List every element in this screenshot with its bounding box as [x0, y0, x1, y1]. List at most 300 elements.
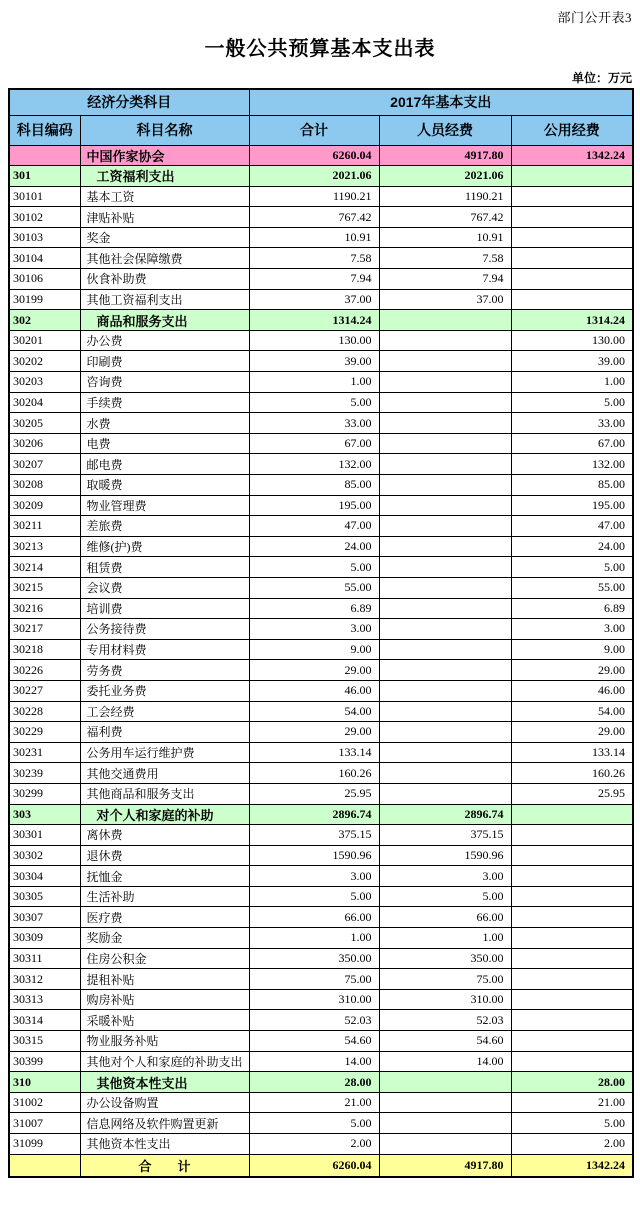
table-row-item: [9, 227, 633, 248]
cell-total: 130.00: [249, 330, 379, 351]
cell-public-funds: [511, 845, 633, 866]
cell-subject-code: 30313: [9, 989, 80, 1010]
cell-total: 54.00: [249, 701, 379, 722]
cell-total: 21.00: [249, 1092, 379, 1113]
cell-personnel-funds: [379, 536, 511, 557]
cell-personnel-funds: [379, 639, 511, 660]
cell-subject-code: 30214: [9, 557, 80, 578]
cell-subject-code: 30311: [9, 948, 80, 969]
cell-subject-name: 印刷费: [80, 351, 249, 372]
cell-personnel-funds: [379, 763, 511, 784]
cell-subject-code: 302: [9, 310, 80, 331]
cell-public-funds: 46.00: [511, 680, 633, 701]
cell-subject-code: 30299: [9, 783, 80, 804]
cell-personnel-funds: 350.00: [379, 948, 511, 969]
cell-subject-name: 对个人和家庭的补助: [80, 804, 249, 825]
cell-total: 5.00: [249, 886, 379, 907]
cell-total: 1314.24: [249, 310, 379, 331]
table-row-item: [9, 1010, 633, 1031]
cell-total: 1190.21: [249, 186, 379, 207]
cell-subject-code: 303: [9, 804, 80, 825]
cell-public-funds: 9.00: [511, 639, 633, 660]
table-row-section: [9, 310, 633, 331]
cell-personnel-funds: 37.00: [379, 289, 511, 310]
cell-subject-code: 30216: [9, 598, 80, 619]
cell-subject-code: 30229: [9, 722, 80, 743]
cell-subject-name: 其他工资福利支出: [80, 289, 249, 310]
cell-subject-code: 30314: [9, 1010, 80, 1031]
cell-subject-name: 奖金: [80, 227, 249, 248]
cell-public-funds: 24.00: [511, 536, 633, 557]
cell-total: 3.00: [249, 619, 379, 640]
cell-subject-name: 其他社会保障缴费: [80, 248, 249, 269]
cell-subject-code: 30218: [9, 639, 80, 660]
cell-public-funds: [511, 186, 633, 207]
cell-total: 160.26: [249, 763, 379, 784]
cell-public-funds: 2.00: [511, 1134, 633, 1155]
budget-table: [8, 88, 634, 1178]
cell-total: 6260.04: [249, 1154, 379, 1177]
cell-subject-code: 30399: [9, 1051, 80, 1072]
cell-personnel-funds: 4917.80: [379, 1154, 511, 1177]
cell-subject-name: 其他资本性支出: [80, 1134, 249, 1155]
cell-personnel-funds: [379, 475, 511, 496]
cell-subject-code: 31002: [9, 1092, 80, 1113]
cell-subject-code: 30103: [9, 227, 80, 248]
table-row-item: [9, 330, 633, 351]
cell-subject-code: [9, 1154, 80, 1177]
cell-public-funds: 67.00: [511, 433, 633, 454]
table-row-item: [9, 783, 633, 804]
cell-personnel-funds: [379, 1134, 511, 1155]
cell-public-funds: [511, 269, 633, 290]
table-row-item: [9, 639, 633, 660]
table-row-item: [9, 577, 633, 598]
cell-subject-name: 委托业务费: [80, 680, 249, 701]
cell-subject-code: 30307: [9, 907, 80, 928]
cell-subject-code: 30309: [9, 928, 80, 949]
cell-public-funds: 33.00: [511, 413, 633, 434]
table-row-item: [9, 989, 633, 1010]
cell-public-funds: 54.00: [511, 701, 633, 722]
col-header-subject-code: 科目编码: [9, 115, 80, 145]
cell-public-funds: 28.00: [511, 1072, 633, 1093]
table-row-item: [9, 680, 633, 701]
cell-personnel-funds: [379, 577, 511, 598]
table-row-item: [9, 763, 633, 784]
table-row-item: [9, 289, 633, 310]
cell-public-funds: 29.00: [511, 722, 633, 743]
cell-public-funds: 85.00: [511, 475, 633, 496]
cell-total: 52.03: [249, 1010, 379, 1031]
cell-subject-code: 30202: [9, 351, 80, 372]
table-row-item: [9, 660, 633, 681]
cell-personnel-funds: 10.91: [379, 227, 511, 248]
cell-subject-code: 30209: [9, 495, 80, 516]
cell-public-funds: 25.95: [511, 783, 633, 804]
cell-personnel-funds: [379, 433, 511, 454]
cell-total: 5.00: [249, 392, 379, 413]
cell-subject-code: 30305: [9, 886, 80, 907]
cell-personnel-funds: [379, 392, 511, 413]
cell-total: 54.60: [249, 1031, 379, 1052]
table-row-item: [9, 825, 633, 846]
cell-total: 310.00: [249, 989, 379, 1010]
cell-subject-name: 物业服务补贴: [80, 1031, 249, 1052]
cell-personnel-funds: [379, 619, 511, 640]
table-row-item: [9, 701, 633, 722]
cell-personnel-funds: [379, 783, 511, 804]
cell-subject-code: 30215: [9, 577, 80, 598]
cell-public-funds: 5.00: [511, 392, 633, 413]
table-row-item: [9, 536, 633, 557]
cell-public-funds: [511, 289, 633, 310]
cell-subject-code: 30106: [9, 269, 80, 290]
cell-subject-name: 公务接待费: [80, 619, 249, 640]
cell-public-funds: 1342.24: [511, 145, 633, 166]
cell-subject-name: 物业管理费: [80, 495, 249, 516]
cell-subject-code: 30205: [9, 413, 80, 434]
cell-subject-name: 生活补助: [80, 886, 249, 907]
cell-personnel-funds: [379, 557, 511, 578]
cell-total: 2896.74: [249, 804, 379, 825]
table-row-item: [9, 886, 633, 907]
cell-public-funds: [511, 1010, 633, 1031]
cell-personnel-funds: 2896.74: [379, 804, 511, 825]
table-row-org: [9, 145, 633, 166]
cell-subject-name: 福利费: [80, 722, 249, 743]
cell-subject-code: 30239: [9, 763, 80, 784]
cell-personnel-funds: [379, 742, 511, 763]
cell-subject-name: 取暖费: [80, 475, 249, 496]
cell-personnel-funds: 14.00: [379, 1051, 511, 1072]
cell-public-funds: 29.00: [511, 660, 633, 681]
cell-personnel-funds: 7.94: [379, 269, 511, 290]
cell-public-funds: [511, 1051, 633, 1072]
cell-total: 37.00: [249, 289, 379, 310]
cell-subject-name: 差旅费: [80, 516, 249, 537]
page-title: 一般公共预算基本支出表: [204, 38, 436, 60]
cell-total: 3.00: [249, 866, 379, 887]
cell-subject-name: 其他交通费用: [80, 763, 249, 784]
cell-public-funds: [511, 804, 633, 825]
cell-total: 375.15: [249, 825, 379, 846]
table-row-item: [9, 372, 633, 393]
cell-subject-name: 采暖补贴: [80, 1010, 249, 1031]
cell-subject-code: 30206: [9, 433, 80, 454]
cell-subject-code: 30312: [9, 969, 80, 990]
cell-personnel-funds: 767.42: [379, 207, 511, 228]
table-row-item: [9, 907, 633, 928]
cell-public-funds: [511, 166, 633, 187]
col-header-personnel-funds: 人员经费: [379, 115, 511, 145]
table-row-item: [9, 413, 633, 434]
cell-public-funds: 132.00: [511, 454, 633, 475]
table-row-section: [9, 166, 633, 187]
table-row-item: [9, 557, 633, 578]
cell-total: 350.00: [249, 948, 379, 969]
cell-personnel-funds: [379, 1072, 511, 1093]
cell-subject-code: 30204: [9, 392, 80, 413]
cell-public-funds: [511, 248, 633, 269]
cell-subject-name: 咨询费: [80, 372, 249, 393]
cell-subject-name: 其他对个人和家庭的补助支出: [80, 1051, 249, 1072]
cell-personnel-funds: [379, 495, 511, 516]
cell-subject-name: 抚恤金: [80, 866, 249, 887]
cell-subject-code: 30208: [9, 475, 80, 496]
cell-subject-name: 电费: [80, 433, 249, 454]
cell-total: 46.00: [249, 680, 379, 701]
cell-subject-name: 专用材料费: [80, 639, 249, 660]
table-row-item: [9, 495, 633, 516]
cell-public-funds: [511, 969, 633, 990]
cell-subject-name: 水费: [80, 413, 249, 434]
table-row-item: [9, 392, 633, 413]
cell-subject-name: 手续费: [80, 392, 249, 413]
cell-personnel-funds: 52.03: [379, 1010, 511, 1031]
cell-personnel-funds: 1190.21: [379, 186, 511, 207]
cell-subject-code: 30102: [9, 207, 80, 228]
cell-public-funds: 195.00: [511, 495, 633, 516]
cell-subject-name: 离休费: [80, 825, 249, 846]
cell-total: 6260.04: [249, 145, 379, 166]
cell-personnel-funds: [379, 701, 511, 722]
table-row-section: [9, 804, 633, 825]
cell-subject-code: 310: [9, 1072, 80, 1093]
cell-public-funds: [511, 886, 633, 907]
table-row-section: [9, 1072, 633, 1093]
cell-public-funds: 21.00: [511, 1092, 633, 1113]
table-row-item: [9, 207, 633, 228]
table-row-item: [9, 186, 633, 207]
table-row-item: [9, 969, 633, 990]
table-row-item: [9, 1051, 633, 1072]
cell-public-funds: 6.89: [511, 598, 633, 619]
cell-total: 1590.96: [249, 845, 379, 866]
table-row-item: [9, 742, 633, 763]
cell-total: 6.89: [249, 598, 379, 619]
table-row-item: [9, 351, 633, 372]
unit-note: 单位：万元: [571, 71, 632, 85]
cell-personnel-funds: [379, 1092, 511, 1113]
cell-total: 2.00: [249, 1134, 379, 1155]
cell-subject-code: 30101: [9, 186, 80, 207]
cell-personnel-funds: [379, 351, 511, 372]
cell-total: 28.00: [249, 1072, 379, 1093]
col-header-public-funds: 公用经费: [511, 115, 633, 145]
cell-subject-code: 30304: [9, 866, 80, 887]
cell-personnel-funds: 1.00: [379, 928, 511, 949]
cell-subject-name: 劳务费: [80, 660, 249, 681]
cell-personnel-funds: [379, 1113, 511, 1134]
cell-subject-code: 30301: [9, 825, 80, 846]
table-row-item: [9, 1092, 633, 1113]
cell-personnel-funds: 4917.80: [379, 145, 511, 166]
table-row-item: [9, 948, 633, 969]
cell-subject-code: 31007: [9, 1113, 80, 1134]
table-row-item: [9, 866, 633, 887]
cell-subject-name: 公务用车运行维护费: [80, 742, 249, 763]
cell-public-funds: [511, 866, 633, 887]
cell-subject-name: 工资福利支出: [80, 166, 249, 187]
cell-total: 767.42: [249, 207, 379, 228]
cell-subject-code: 30302: [9, 845, 80, 866]
cell-total: 75.00: [249, 969, 379, 990]
cell-total: 47.00: [249, 516, 379, 537]
cell-subject-name: 伙食补助费: [80, 269, 249, 290]
table-row-item: [9, 1113, 633, 1134]
cell-public-funds: [511, 928, 633, 949]
cell-personnel-funds: 5.00: [379, 886, 511, 907]
table-body: [9, 145, 633, 1177]
cell-total: 55.00: [249, 577, 379, 598]
cell-subject-name: 奖励金: [80, 928, 249, 949]
cell-subject-code: [9, 145, 80, 166]
cell-subject-name: 中国作家协会: [80, 145, 249, 166]
cell-personnel-funds: [379, 413, 511, 434]
header-columns-row: [9, 115, 633, 145]
header-economic-classification: 经济分类科目: [9, 89, 249, 115]
table-row-item: [9, 475, 633, 496]
cell-total: 25.95: [249, 783, 379, 804]
cell-personnel-funds: [379, 680, 511, 701]
cell-public-funds: 160.26: [511, 763, 633, 784]
cell-subject-code: 30231: [9, 742, 80, 763]
cell-personnel-funds: 54.60: [379, 1031, 511, 1052]
cell-public-funds: [511, 948, 633, 969]
cell-total: 7.58: [249, 248, 379, 269]
cell-public-funds: [511, 989, 633, 1010]
cell-public-funds: 130.00: [511, 330, 633, 351]
cell-total: 67.00: [249, 433, 379, 454]
cell-public-funds: 1.00: [511, 372, 633, 393]
table-row-item: [9, 598, 633, 619]
table-row-total: [9, 1154, 633, 1177]
cell-total: 5.00: [249, 557, 379, 578]
cell-public-funds: 5.00: [511, 557, 633, 578]
table-row-item: [9, 722, 633, 743]
cell-personnel-funds: 375.15: [379, 825, 511, 846]
cell-subject-name: 租赁费: [80, 557, 249, 578]
col-header-total: 合计: [249, 115, 379, 145]
cell-public-funds: [511, 907, 633, 928]
cell-total: 9.00: [249, 639, 379, 660]
table-row-item: [9, 1031, 633, 1052]
cell-public-funds: 1314.24: [511, 310, 633, 331]
cell-personnel-funds: [379, 310, 511, 331]
cell-total: 132.00: [249, 454, 379, 475]
cell-total: 7.94: [249, 269, 379, 290]
cell-subject-name: 购房补贴: [80, 989, 249, 1010]
cell-subject-name: 维修(护)费: [80, 536, 249, 557]
cell-total: 14.00: [249, 1051, 379, 1072]
cell-total: 133.14: [249, 742, 379, 763]
cell-subject-name: 办公费: [80, 330, 249, 351]
cell-personnel-funds: [379, 722, 511, 743]
cell-public-funds: [511, 207, 633, 228]
cell-subject-name: 培训费: [80, 598, 249, 619]
cell-subject-code: 31099: [9, 1134, 80, 1155]
cell-personnel-funds: 66.00: [379, 907, 511, 928]
cell-subject-name: 办公设备购置: [80, 1092, 249, 1113]
cell-personnel-funds: 3.00: [379, 866, 511, 887]
cell-subject-code: 30213: [9, 536, 80, 557]
table-row-item: [9, 516, 633, 537]
table-row-item: [9, 269, 633, 290]
cell-subject-code: 30199: [9, 289, 80, 310]
cell-public-funds: 133.14: [511, 742, 633, 763]
cell-personnel-funds: [379, 660, 511, 681]
cell-subject-name: 其他资本性支出: [80, 1072, 249, 1093]
cell-total: 33.00: [249, 413, 379, 434]
table-row-item: [9, 845, 633, 866]
cell-total: 39.00: [249, 351, 379, 372]
cell-total: 195.00: [249, 495, 379, 516]
cell-subject-name: 商品和服务支出: [80, 310, 249, 331]
cell-public-funds: 55.00: [511, 577, 633, 598]
cell-public-funds: [511, 227, 633, 248]
cell-total: 5.00: [249, 1113, 379, 1134]
cell-subject-name: 津贴补贴: [80, 207, 249, 228]
cell-personnel-funds: [379, 454, 511, 475]
cell-personnel-funds: [379, 598, 511, 619]
table-row-item: [9, 454, 633, 475]
cell-total: 1.00: [249, 928, 379, 949]
header-2017-basic-expenditure: 2017年基本支出: [249, 89, 633, 115]
cell-public-funds: 1342.24: [511, 1154, 633, 1177]
cell-personnel-funds: 75.00: [379, 969, 511, 990]
cell-subject-name: 提租补贴: [80, 969, 249, 990]
cell-subject-name: 退休费: [80, 845, 249, 866]
cell-total: 10.91: [249, 227, 379, 248]
cell-public-funds: 39.00: [511, 351, 633, 372]
cell-subject-name: 信息网络及软件购置更新: [80, 1113, 249, 1134]
cell-total: 85.00: [249, 475, 379, 496]
header-group-row: [9, 89, 633, 115]
table-row-item: [9, 248, 633, 269]
cell-subject-code: 30104: [9, 248, 80, 269]
col-header-subject-name: 科目名称: [80, 115, 249, 145]
table-row-item: [9, 619, 633, 640]
cell-subject-code: 301: [9, 166, 80, 187]
cell-personnel-funds: 1590.96: [379, 845, 511, 866]
cell-public-funds: 3.00: [511, 619, 633, 640]
cell-total: 24.00: [249, 536, 379, 557]
cell-total: 2021.06: [249, 166, 379, 187]
cell-personnel-funds: [379, 372, 511, 393]
cell-total: 29.00: [249, 660, 379, 681]
table-row-item: [9, 433, 633, 454]
table-row-item: [9, 1134, 633, 1155]
cell-total: 1.00: [249, 372, 379, 393]
cell-total: 29.00: [249, 722, 379, 743]
cell-subject-code: 30228: [9, 701, 80, 722]
cell-subject-code: 30226: [9, 660, 80, 681]
cell-personnel-funds: [379, 330, 511, 351]
cell-subject-name: 其他商品和服务支出: [80, 783, 249, 804]
table-row-item: [9, 928, 633, 949]
cell-personnel-funds: 310.00: [379, 989, 511, 1010]
cell-subject-code: 30203: [9, 372, 80, 393]
cell-subject-code: 30201: [9, 330, 80, 351]
cell-subject-name: 住房公积金: [80, 948, 249, 969]
cell-subject-name: 合 计: [80, 1154, 249, 1177]
cell-total: 66.00: [249, 907, 379, 928]
cell-subject-name: 邮电费: [80, 454, 249, 475]
cell-public-funds: [511, 825, 633, 846]
cell-public-funds: 47.00: [511, 516, 633, 537]
cell-personnel-funds: [379, 516, 511, 537]
